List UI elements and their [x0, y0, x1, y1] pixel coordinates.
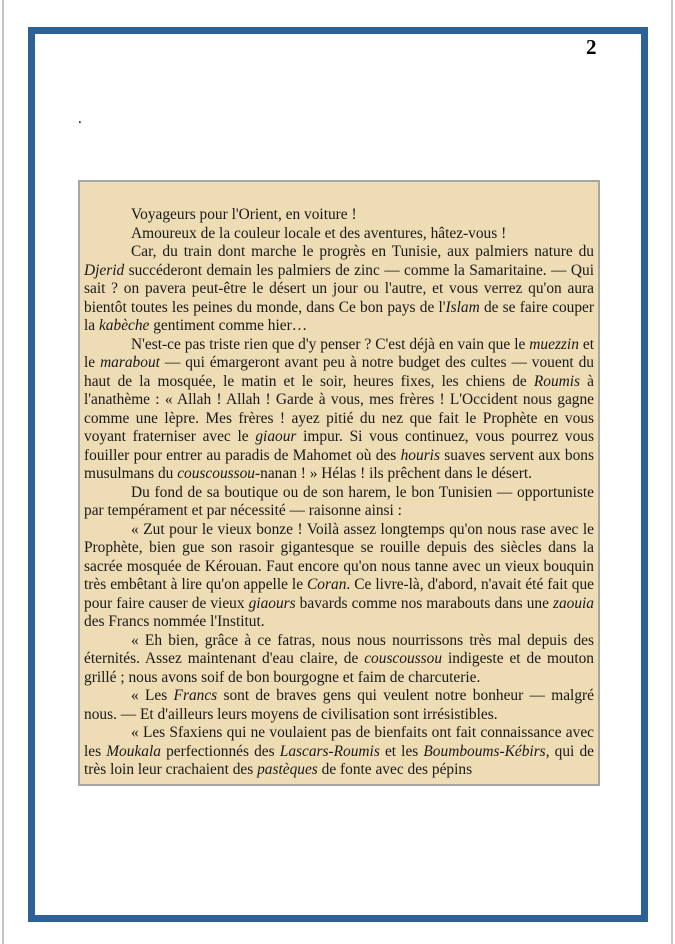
text-run: bavards comme nos marabouts dans une [295, 594, 553, 612]
italic-run: couscoussou [364, 650, 443, 667]
paragraph [84, 336, 594, 484]
text-run: Car, du train dont marche le progrès en Tunisie, aux palmiers nature du [131, 243, 594, 260]
paragraph [84, 632, 594, 688]
italic-run: marabout [100, 354, 160, 371]
text-run: et le [84, 335, 594, 371]
text-run: Du fond de sa boutique ou de son harem, le bon Tunisien — opportuniste par tempérament et par nécessité — raisonne ainsi : [84, 483, 594, 519]
italic-run: Lascars-Roumis [279, 742, 380, 760]
italic-run: pastèques [257, 761, 318, 778]
text-run: indigeste et de mouton grillé ; nous avons soif de bon bourgogne et faim de charcuterie. [84, 650, 594, 686]
text-run: -nanan ! » Hélas ! ils prêchent dans le désert. [255, 465, 532, 482]
text-run: suaves servent aux bons musulmans du [84, 446, 594, 482]
italic-run: Roumis [533, 372, 581, 390]
italic-run: Coran [307, 576, 347, 593]
text-run: « Les [131, 687, 174, 704]
paragraph [84, 687, 594, 724]
page-number: 2 [586, 35, 597, 59]
italic-run: Islam [445, 298, 480, 316]
text-run: Voyageurs pour l'Orient, en voiture ! [131, 206, 357, 223]
italic-run: zaouia [552, 594, 594, 612]
italic-run: kabèche [98, 317, 150, 334]
paragraph [84, 243, 594, 336]
paragraph [84, 521, 594, 632]
paragraph [84, 724, 594, 780]
paragraph [84, 225, 594, 244]
italic-run: houris [400, 446, 440, 464]
italic-run: Francs [173, 687, 218, 704]
text-run: sont de braves gens qui veulent notre bonheur — malgré nous. — Et d'ailleurs leurs moyens de civilisation sont irrésistibles. [84, 687, 594, 723]
text-run: Amoureux de la couleur locale et des aventures, hâtez-vous ! [131, 224, 507, 242]
text-run: à l'anathème : « Allah ! Allah ! Garde à vous, mes frères ! L'Occident nous gagne comme une lèpre. Mes frères ! ayez pitié du nez que fait le Prophète en vous voyant fraterniser avec le [84, 372, 594, 445]
page-edge-line-left [2, 0, 4, 944]
stray-period-mark: . [78, 111, 82, 127]
text-run: . Ce livre-là, d'abord, n'avait été fait que pour faire causer de vieux [84, 576, 594, 612]
text-run: des Francs nommée l'Institut. [84, 613, 265, 630]
text-run: de fonte avec des pépins [317, 761, 473, 778]
italic-run: muezzin [529, 335, 579, 353]
text-run: — qui émargeront avant peu à notre budget des cultes — vouent du haut de la mosquée, le matin et le soir, heures fixes, les chiens de [84, 354, 594, 390]
text-run: , qui de très loin leur crachaient des [84, 742, 594, 778]
paragraph [84, 484, 594, 521]
text-run: gentiment comme hier… [149, 317, 308, 334]
text-run: N'est-ce pas triste rien que d'y penser ? C'est déjà en vain que le [131, 335, 530, 353]
text-run: impur. Si vous continuez, vous pourrez vous fouiller pour entrer au paradis de Mahomet où des [84, 428, 594, 464]
paragraph [84, 206, 594, 225]
text-run: perfectionnés des [160, 742, 280, 760]
italic-run: giaours [248, 594, 296, 612]
page-edge-line-right [671, 0, 673, 944]
italic-run: giaour [255, 428, 297, 445]
italic-run: couscoussou [177, 465, 256, 482]
text-run: « Zut pour le vieux bonze ! Voilà assez longtemps qu'on nous rase avec le Prophète, bien gue son rasoir gigantesque se rouille depuis des siècles dans la sacrée mosquée de Kérouan. Faut encore qu'on nous tanne avec un vieux bouquin très embêtant à lire qu'on appelle le [84, 520, 594, 593]
text-run: « Les Sfaxiens qui ne voulaient pas de bienfaits ont fait connaissance avec les [84, 724, 594, 760]
italic-run: Moukala [106, 742, 161, 760]
text-run: succéderont demain les palmiers de zinc — comme la Samaritaine. — Qui sait ? on pavera peut-être le désert un jour ou l'autre, et vous verrez qu'on aura bientôt toutes les peines du monde, dans Ce bon pays de l' [84, 261, 594, 316]
italic-run: Djerid [84, 261, 125, 279]
text-run: et les [379, 742, 424, 760]
text-run: de se faire couper la [84, 298, 594, 334]
body-text-box [78, 180, 600, 786]
text-run: « Eh bien, grâce à ce fatras, nous nous nourrissons très mal depuis des éternités. Assez maintenant d'eau claire, de [84, 631, 594, 667]
italic-run: Boumboums-Kébirs [423, 742, 546, 760]
